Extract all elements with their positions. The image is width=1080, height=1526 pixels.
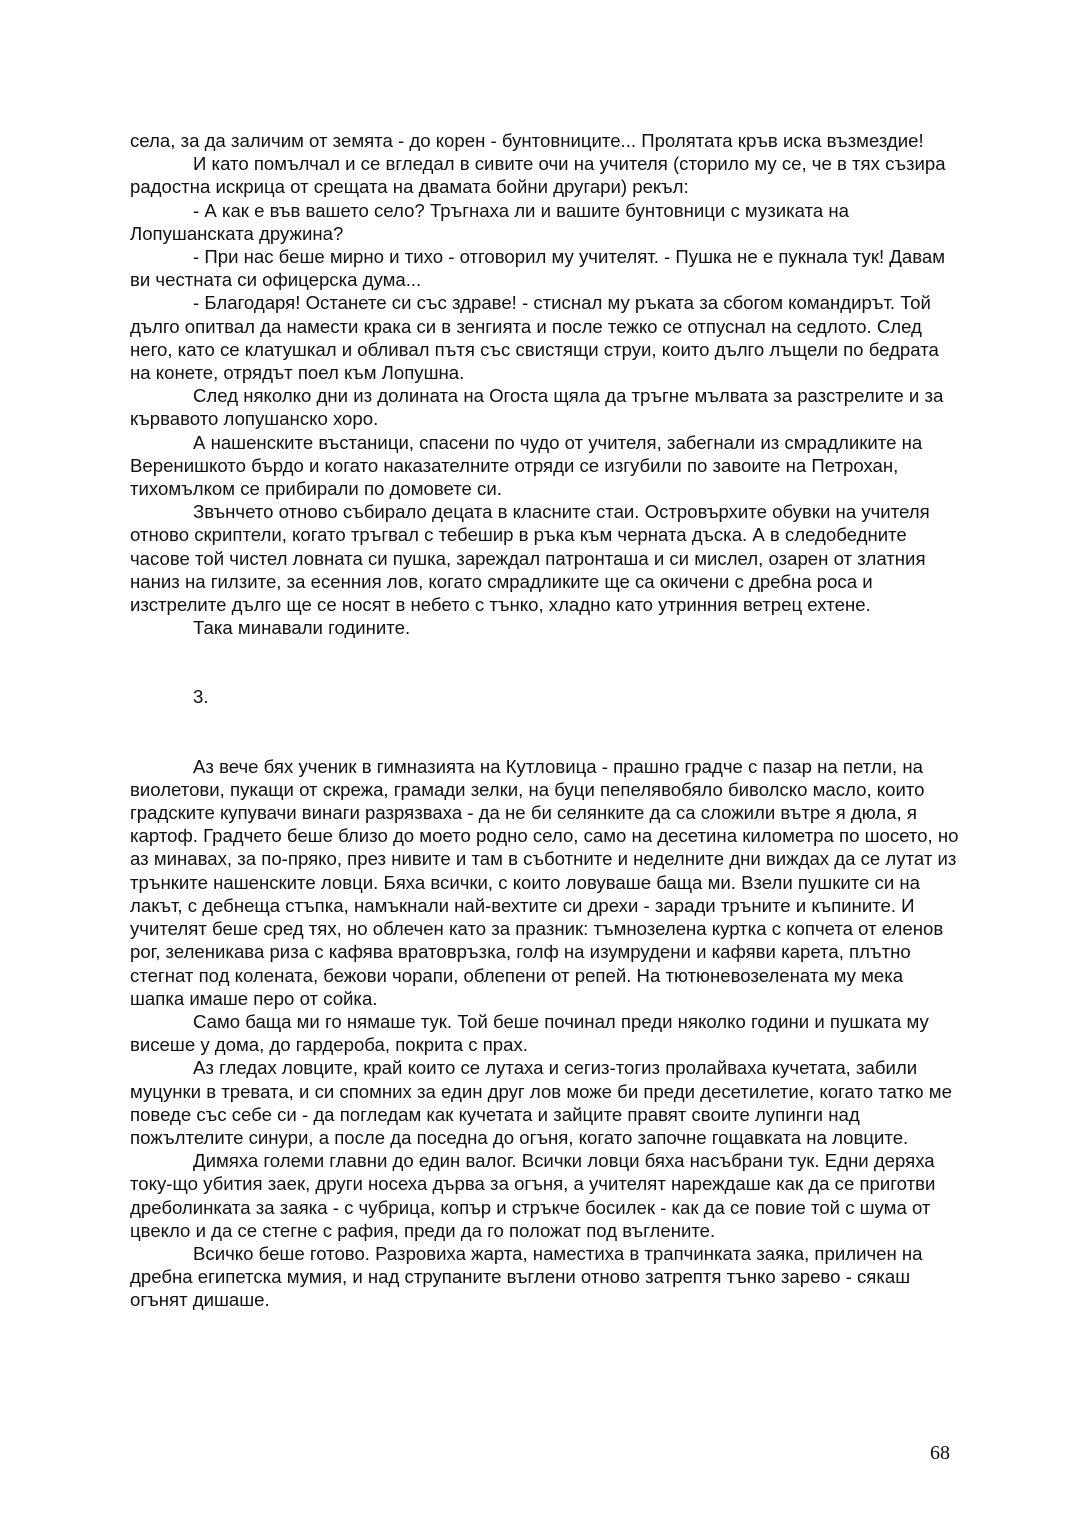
paragraph: Само баща ми го нямаше тук. Той беше починал преди няколко години и пушката му висеше у дома, до гардероба, покрита с прах. — [130, 1010, 929, 1056]
paragraph: - А как е във вашето село? Тръгнаха ли и вашите бунтовници с музиката на Лопушанската дружина? — [130, 199, 850, 244]
paragraph: И като помълчал и се вгледал в сивите очи на учителя (сторило му се, че в тях съзира радостна искрица от срещата на двамата бойни другари) рекъл: — [130, 153, 946, 198]
page-number: 68 — [930, 1442, 950, 1464]
paragraph: села, за да заличим от земята - до корен - бунтовниците... Пролятата кръв иска възмездие! — [130, 130, 924, 151]
paragraph: Аз вече бях ученик в гимназията на Кутловица - прашно градче с пазар на петли, на виолетови, пукащи от скрежа, грамади зелки, на буци пепелявобяло биволско масло, които градските купувачи винаги разрязваха - да не би селянките да са сложили вътре я дюла, я картоф. Градчето беше близо до моето родно село, само на десетина километра по шосето, но аз минавах, за по-пряко, през нивите и там в съботните и неделните дни виждах да се лутат из трънките нашенските ловци. Бяха всички, с които ловуваше баща ми. Взели пушките си на лакът, с дебнеща стъпка, намъкнали най-вехтите си дрехи - заради тръните и къпините. И учителят беше сред тях, но облечен като за празник: тъмнозелена куртка с копчета от еленов рог, зеленикава риза с кафява вратовръзка, голф на изумрудени и кафяви карета, плътно стегнат под колената, бежови чорапи, облепени от репей. На тютюневозелената му мека шапка имаше перо от сойка. — [130, 755, 959, 1009]
paragraph: Всичко беше готово. Разровиха жарта, наместиха в трапчинката заяка, приличен на дребна египетска мумия, и над струпаните въглени отново затрептя тънко зарево - сякаш огънят дишаше. — [130, 1242, 923, 1311]
paragraph: Звънчето отново събирало децата в класните стаи. Островърхите обувки на учителя отново скриптели, когато тръгвал с тебешир в ръка към черната дъска. А в следобедните часове той чистел ловната си пушка, зареждал патронташа и си мислел, озарен от златния наниз на гилзите, за есенния лов, когато смрадликите ще са окичени с дребна роса и изстрелите дълго ще се носят в небето с тънко, хладно като утринния ветрец ехтене. — [130, 501, 930, 616]
paragraph: Така минавали годините. — [193, 617, 411, 639]
spacer — [130, 709, 960, 755]
paragraph: След няколко дни из долината на Огоста щяла да тръгне мълвата за разстрелите и за кървавото лопушанско хоро. — [130, 385, 944, 430]
page-body — [130, 129, 960, 1312]
paragraph: - Благодаря! Останете си със здраве! - стиснал му ръката за сбогом командирът. Той дълго опитвал да намести крака си в зенгията и после тежко се отпуснал на седлото. След него, като се клатушкал и обливал пътя със свистящи струи, които дълго лъщели по бедрата на конете, отрядът поел към Лопушна. — [130, 292, 939, 384]
text-block-after — [130, 755, 960, 1312]
paragraph: Аз гледах ловците, край които се лутаха и сегиз-тогиз пролайваха кучетата, забили муцунки в тревата, и си спомних за един друг лов може би преди десетилетие, когато татко ме поведе със себе си - да погледам как кучетата и зайците правят своите лупинги над пожълтелите синури, а после да поседна до огъня, когато започне гощавката на ловците. — [130, 1057, 952, 1148]
paragraph: - При нас беше мирно и тихо - отговорил му учителят. - Пушка не е пукнала тук! Давам ви честната си офицерска дума... — [130, 246, 946, 291]
paragraph: А нашенските въстаници, спасени по чудо от учителя, забегнали из смрадликите на Веренишкото бърдо и когато наказателните отряди се изгубили по завоите на Петрохан, тихомълком се прибирали по домовете си. — [130, 431, 923, 500]
section-heading: 3. — [193, 686, 209, 708]
spacer — [130, 639, 960, 685]
text-block-before — [130, 129, 960, 639]
paragraph: Димяха големи главни до един валог. Всички ловци бяха насъбрани тук. Едни деряха току-що убития заек, други носеха дърва за огъня, а учителят нареждаше как да се приготви дреболинката за заяка - с чубрица, копър и стръкче босилек - как да се повие той с шума от цвекло и да се стегне с рафия, преди да го положат под въглените. — [130, 1150, 936, 1241]
